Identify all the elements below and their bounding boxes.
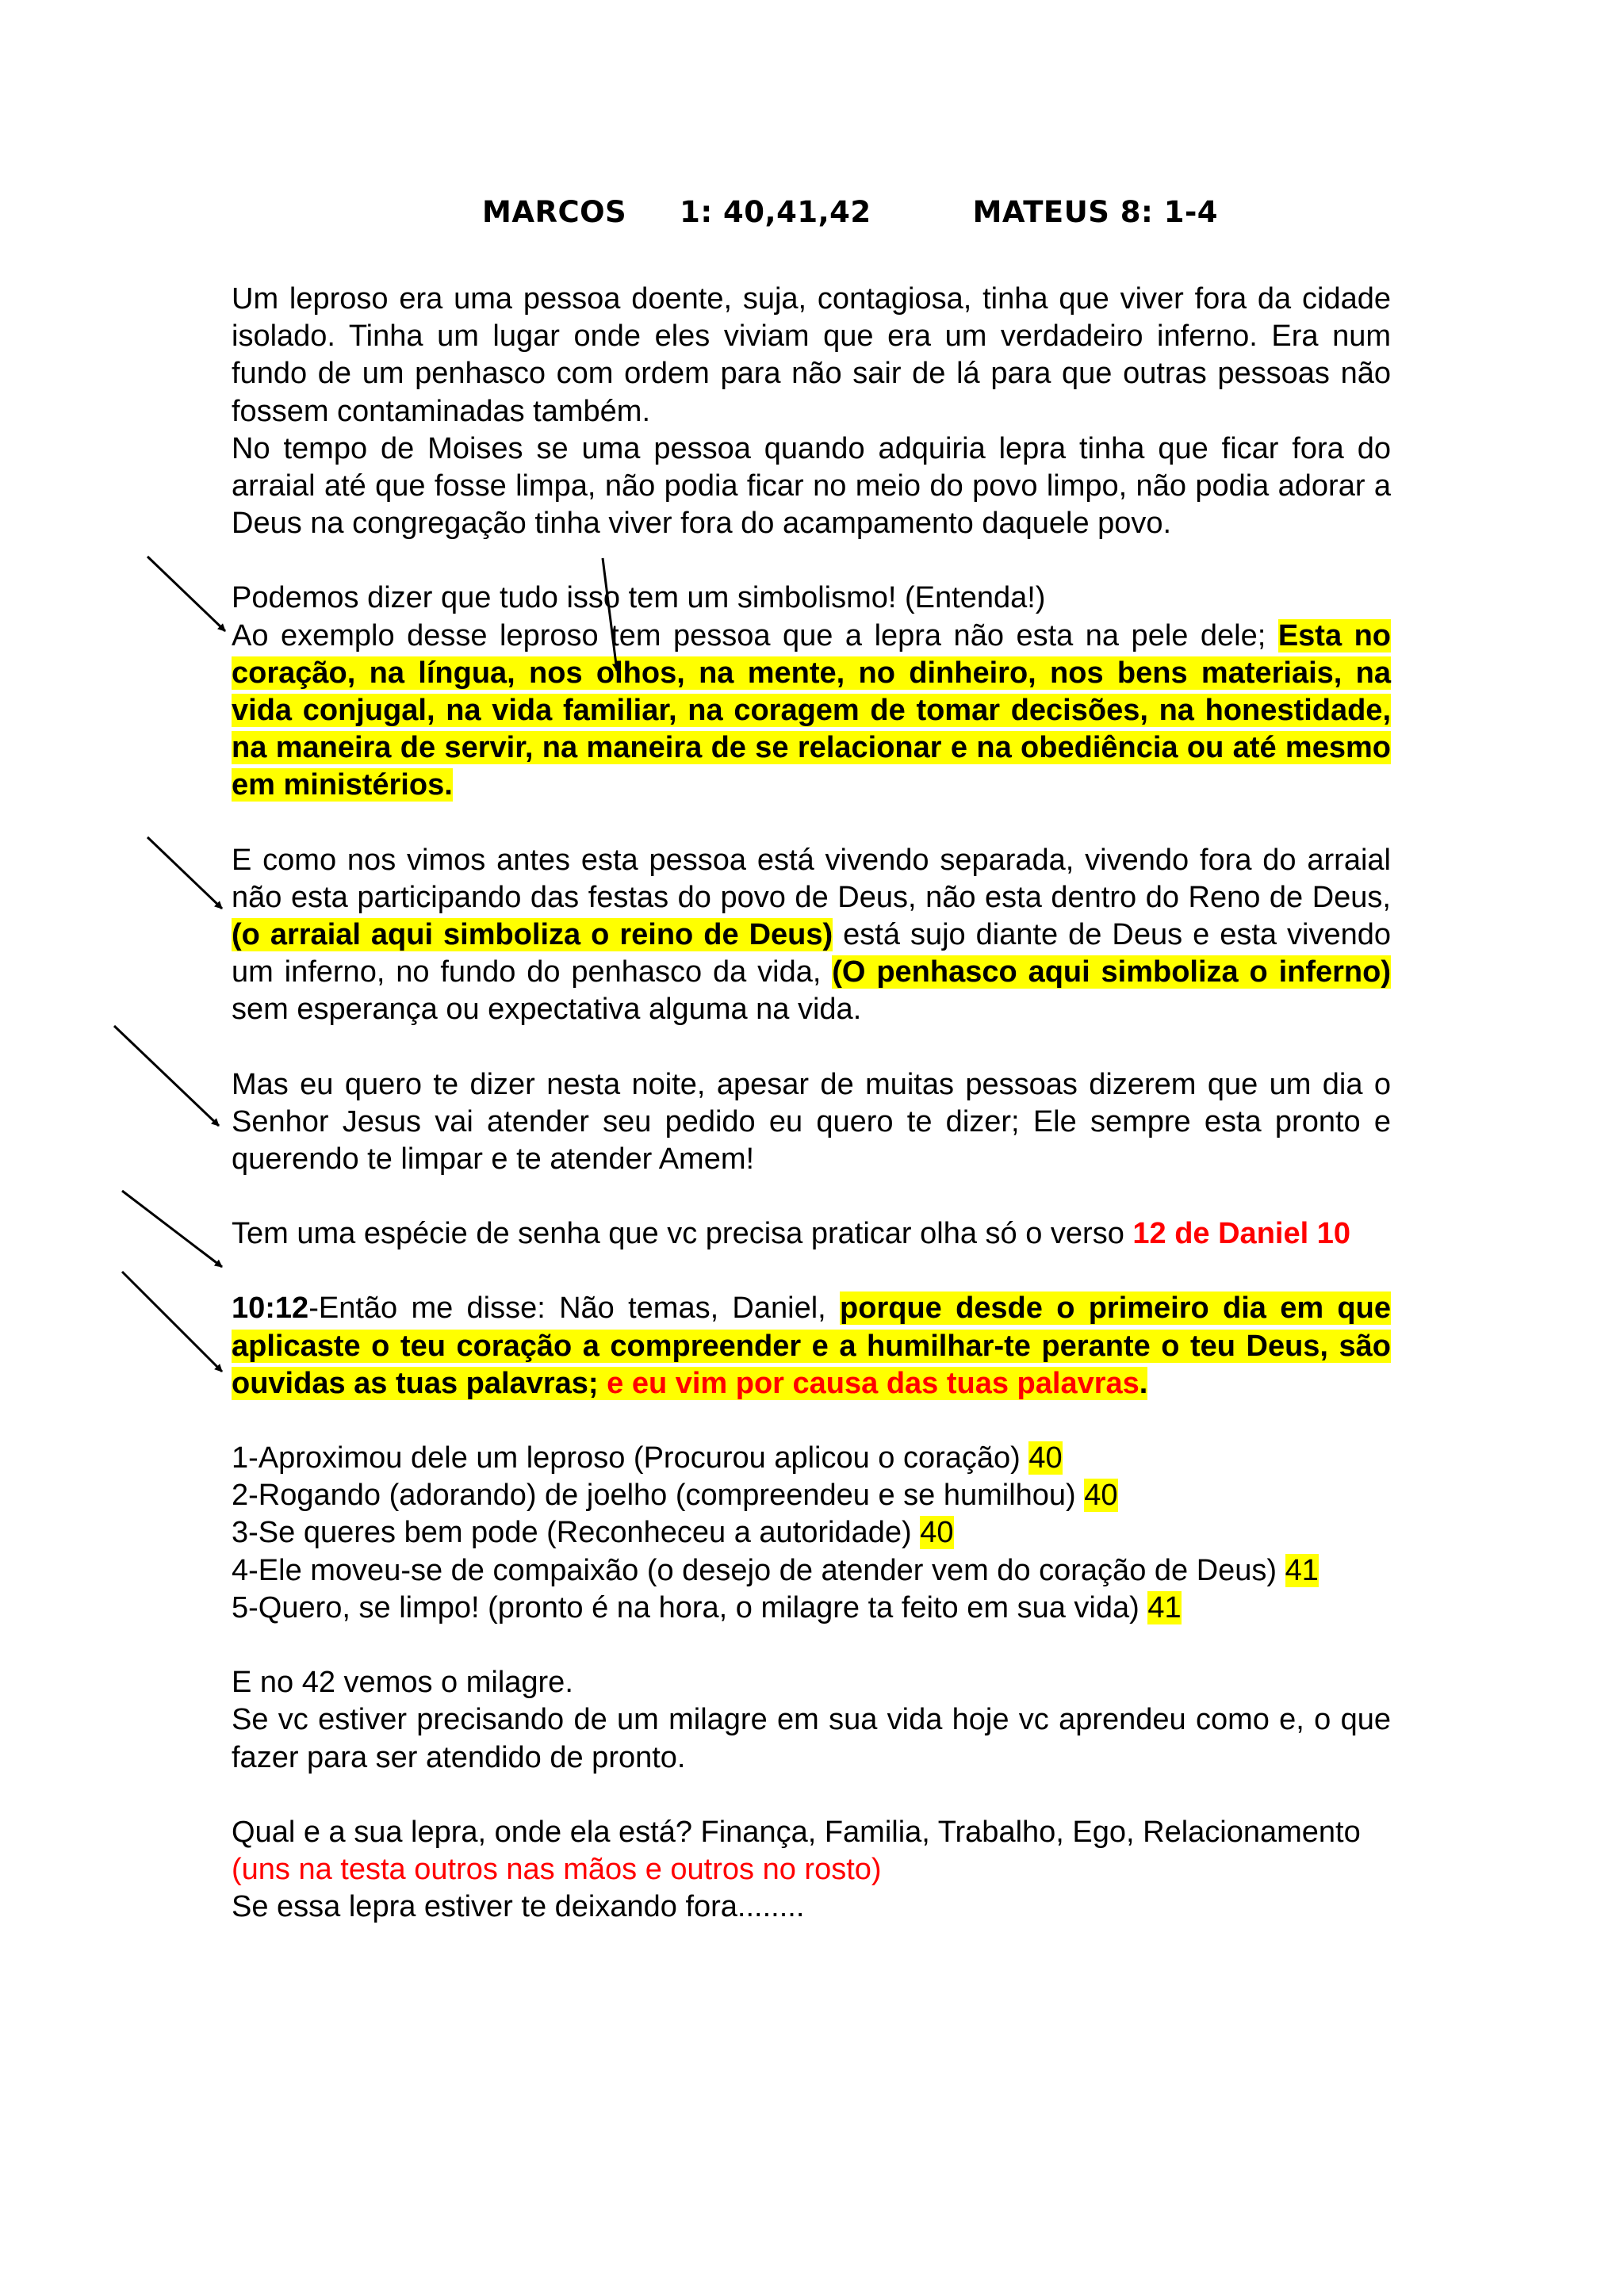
exemplo-lead: Ao exemplo desse leproso tem pessoa que a lepra não esta na pele dele; bbox=[232, 618, 1266, 652]
highlight-penhasco: (O penhasco aqui simboliza o inferno) bbox=[832, 955, 1392, 989]
verse-number-badge: 40 bbox=[1028, 1441, 1063, 1475]
highlight-lepra-lugares: Esta no coração, na língua, nos olhos, na mente, no dinheiro, nos bens materiais, na vida conjugal, na vida familiar, na coragem de tomar decisões, na honestidade, na maneira de servir, na maneira de se relacionar e na obediência ou até mesmo em ministérios. bbox=[232, 618, 1392, 802]
verse-number-badge: 41 bbox=[1147, 1590, 1182, 1624]
verse-lead: -Então me disse: Não temas, Daniel, bbox=[308, 1292, 826, 1326]
arrow-icon bbox=[603, 558, 617, 671]
separada-text-c: sem esperança ou expectativa alguma na vida. bbox=[232, 993, 862, 1027]
paragraph-qual-lepra: Qual e a sua lepra, onde ela está? Finança, Familia, Trabalho, Ego, Relacionamento bbox=[232, 1815, 1361, 1849]
arrow-icon bbox=[122, 1191, 222, 1267]
paragraph-simbolismo: Podemos dizer que tudo isso tem um simbolismo! (Entenda!) bbox=[232, 581, 1046, 615]
list-item-text: 5-Quero, se limpo! (pronto é na hora, o milagre ta feito em sua vida) bbox=[232, 1590, 1139, 1624]
list-item-text: 4-Ele moveu-se de compaixão (o desejo de atender vem do coração de Deus) bbox=[232, 1553, 1277, 1587]
verse-end: . bbox=[1139, 1366, 1148, 1400]
list-item-text: 2-Rogando (adorando) de joelho (compreendeu e se humilhou) bbox=[232, 1479, 1076, 1513]
paragraph-milagre: E no 42 vemos o milagre. bbox=[232, 1666, 573, 1700]
arrow-icon bbox=[147, 557, 225, 631]
senha-lead: Tem uma espécie de senha que vc precisa praticar olha só o verso bbox=[232, 1217, 1124, 1251]
paragraph-precisando: Se vc estiver precisando de um milagre em sua vida hoje vc aprendeu como e, o que fazer para ser atendido de pronto. bbox=[232, 1703, 1391, 1774]
list-item-text: 1-Aproximou dele um leproso (Procurou aplicou o coração) bbox=[232, 1441, 1021, 1475]
arrow-icon bbox=[147, 837, 222, 909]
paragraph-leproso: Um leproso era uma pessoa doente, suja, contagiosa, tinha que viver fora da cidade isolado. Tinha um lugar onde eles viviam que era um verdadeiro inferno. Era num fundo de um penhasco com ordem para não sair de lá para que outras pessoas não fossem contaminadas também. bbox=[232, 282, 1391, 428]
paragraph-fora: Se essa lepra estiver te deixando fora........ bbox=[232, 1890, 805, 1924]
arrow-icon bbox=[114, 1026, 219, 1126]
verse-number: 10:12 bbox=[232, 1292, 309, 1326]
heading-ref-mateus: MATEUS 8: 1-4 bbox=[972, 195, 1219, 229]
verse-number-badge: 40 bbox=[1084, 1479, 1118, 1513]
paragraph-atender: Mas eu quero te dizer nesta noite, apesar de muitas pessoas dizerem que um dia o Senhor Jesus vai atender seu pedido eu quero te dizer; Ele sempre esta pronto e querendo te limpar e te atender Amem! bbox=[232, 1067, 1391, 1177]
verse-red-text: e eu vim por causa das tuas palavras bbox=[607, 1366, 1139, 1400]
paragraph-moises: No tempo de Moises se uma pessoa quando adquiria lepra tinha que ficar fora do arraial até que fosse limpa, não podia ficar no meio do povo limpo, não podia adorar a Deus na congregação tinha viver fora do acampamento daquele povo. bbox=[232, 431, 1391, 541]
separada-text-b: está sujo diante de Deus e esta vivendo um inferno, no fundo do penhasco da vida, bbox=[232, 918, 1392, 989]
list-item-text: 3-Se queres bem pode (Reconheceu a autoridade) bbox=[232, 1516, 912, 1550]
heading-ref-marcos: MARCOS 1: 40,41,42 bbox=[482, 195, 871, 229]
highlight-arraial: (o arraial aqui simboliza o reino de Deus) bbox=[232, 918, 833, 952]
verse-number-badge: 41 bbox=[1285, 1553, 1319, 1587]
separada-text-a: E como nos vimos antes esta pessoa está vivendo separada, vivendo fora do arraial não esta participando das festas do povo de Deus, não esta dentro do Reno de Deus, bbox=[232, 843, 1391, 914]
arrow-icon bbox=[122, 1272, 222, 1372]
paragraph-testa: (uns na testa outros nas mãos e outros no rosto) bbox=[232, 1852, 882, 1886]
verse-highlight-text: porque desde o primeiro dia em que aplicaste o teu coração a compreender e a humilhar-te perante o teu Deus, são ouvidas as tuas palavras; bbox=[232, 1292, 1391, 1400]
verse-reference: 12 de Daniel 10 bbox=[1132, 1217, 1350, 1251]
verse-number-badge: 40 bbox=[920, 1516, 954, 1550]
